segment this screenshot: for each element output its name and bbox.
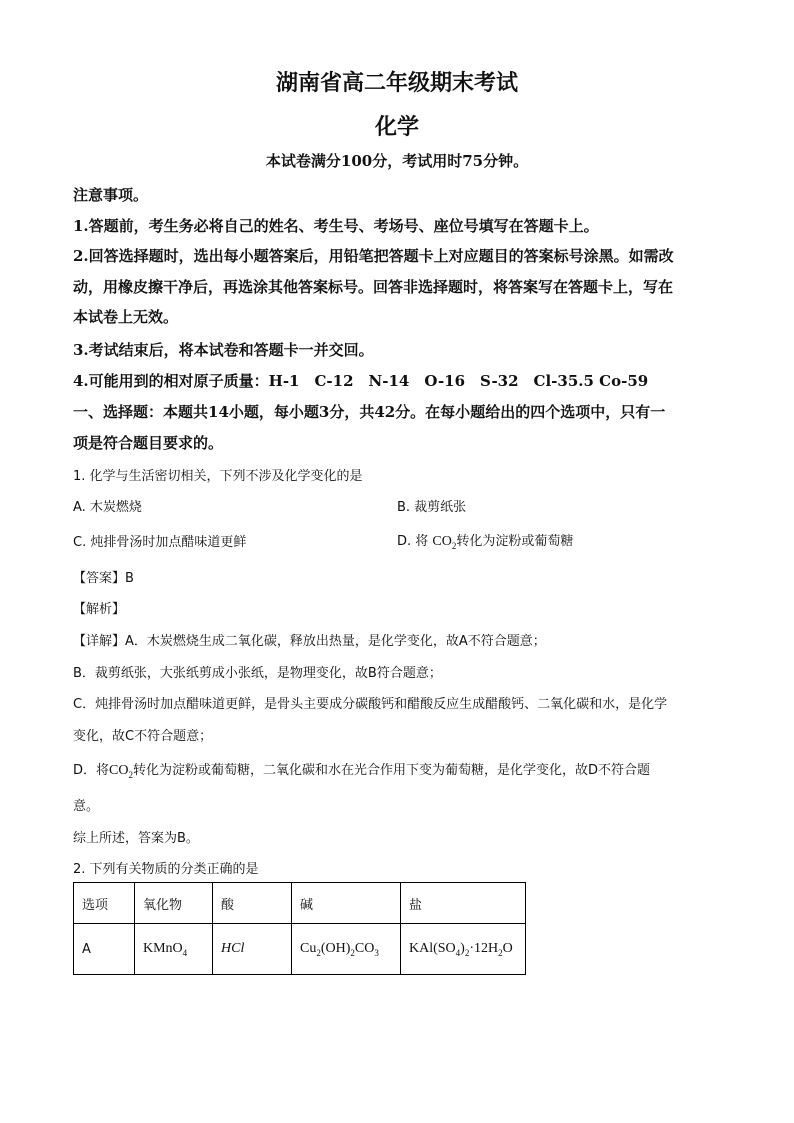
exam-info: 本试卷满分100分，考试用时75分钟。 [265, 152, 529, 170]
explanation-d-line-1 [73, 759, 723, 780]
co2-formula: $CO_2$ [432, 534, 457, 551]
explanation-b: B．裁剪纸张，大张纸剪成小张纸，是物理变化，故B符合题意； [73, 666, 442, 681]
q1-option-d-suffix: 转化为淀粉或葡萄糖 [456, 534, 574, 549]
q1-option-b: B. 裁剪纸张 [397, 500, 467, 515]
explanation-d-line-2: 意。 [73, 799, 100, 814]
subject-title: 化学 [374, 114, 419, 140]
section-heading-line-2: 项是符合题目要求的。 [73, 434, 224, 452]
explanation-c-line-1: C．炖排骨汤时加点醋味道更鲜，是骨头主要成分碳酸钙和醋酸反应生成醋酸钙、二氧化碳和水，是化学 [73, 697, 668, 712]
explanation-d-prefix: D．将 [73, 763, 110, 778]
q1-option-d-prefix: D. 将 [397, 534, 429, 549]
q1-stem: 1. 化学与生活密切相关，下列不涉及化学变化的是 [73, 469, 363, 484]
note-item-2-line-2: 动，用橡皮擦干净后，再选涂其他答案标号。回答非选择题时，将答案写在答题卡上，写在 [73, 278, 674, 296]
explanation-a-text: A．木炭燃烧生成二氧化碳，释放出热量，是化学变化，故A不符合题意； [125, 634, 546, 649]
table-header-cell: 碱 [292, 883, 401, 924]
table-header-cell: 选项 [74, 883, 135, 924]
section-heading-line-1: 一、选择题：本题共14小题，每小题3分，共42分。在每小题给出的四个选项中，只有一 [73, 403, 666, 421]
notes-heading: 注意事项。 [73, 186, 149, 204]
detail-tag: 【详解】 [73, 634, 126, 649]
q1-option-c: C. 炖排骨汤时加点醋味道更鲜 [73, 535, 247, 550]
acid-cell: HCl [213, 924, 292, 975]
oxide-cell: KMnO$_4$ [135, 924, 213, 975]
table-header-cell: 酸 [213, 883, 292, 924]
q1-option-d [397, 530, 573, 551]
option-label-cell: A [74, 924, 135, 975]
note-item-3: 3.考试结束后，将本试卷和答题卡一并交回。 [73, 341, 374, 359]
table-header-cell: 盐 [401, 883, 526, 924]
note-item-2-line-3: 本试卷上无效。 [73, 308, 179, 326]
classification-table [73, 882, 526, 975]
table-row [74, 924, 526, 975]
explanation-a [73, 630, 723, 649]
q2-stem: 2. 下列有关物质的分类正确的是 [73, 862, 259, 877]
base-cell: $Cu_2(OH)_2CO_3$ [292, 924, 401, 975]
explanation-c-line-2: 变化，故C不符合题意； [73, 729, 213, 744]
table-header-row [74, 883, 526, 924]
answer-value: B [125, 571, 134, 586]
note-item-2-line-1: 2.回答选择题时，选出每小题答案后，用铅笔把答题卡上对应题目的答案标号涂黑。如需改 [73, 247, 674, 265]
explanation-d-suffix: 转化为淀粉或葡萄糖，二氧化碳和水在光合作用下变为葡萄糖，是化学变化，故D不符合题 [132, 763, 650, 778]
note-item-4: 4.可能用到的相对原子质量：H-1 C-12 N-14 O-16 S-32 Cl-35.5 Co-59 [73, 372, 649, 390]
co2-formula: $CO_2$ [109, 763, 133, 780]
salt-cell: $KAl(SO_4)_2\cdot 12H_2O$ [401, 924, 526, 975]
answer-tag: 【答案】 [73, 571, 126, 586]
q1-option-a: A. 木炭燃烧 [73, 500, 142, 515]
analysis-tag: 【解析】 [73, 602, 126, 617]
exam-title: 湖南省高二年级期末考试 [275, 70, 518, 96]
note-item-1: 1.答题前，考生务必将自己的姓名、考生号、考场号、座位号填写在答题卡上。 [73, 217, 599, 235]
q1-answer [73, 567, 723, 586]
q1-summary: 综上所述，答案为B。 [73, 831, 199, 846]
table-header-cell: 氧化物 [135, 883, 213, 924]
